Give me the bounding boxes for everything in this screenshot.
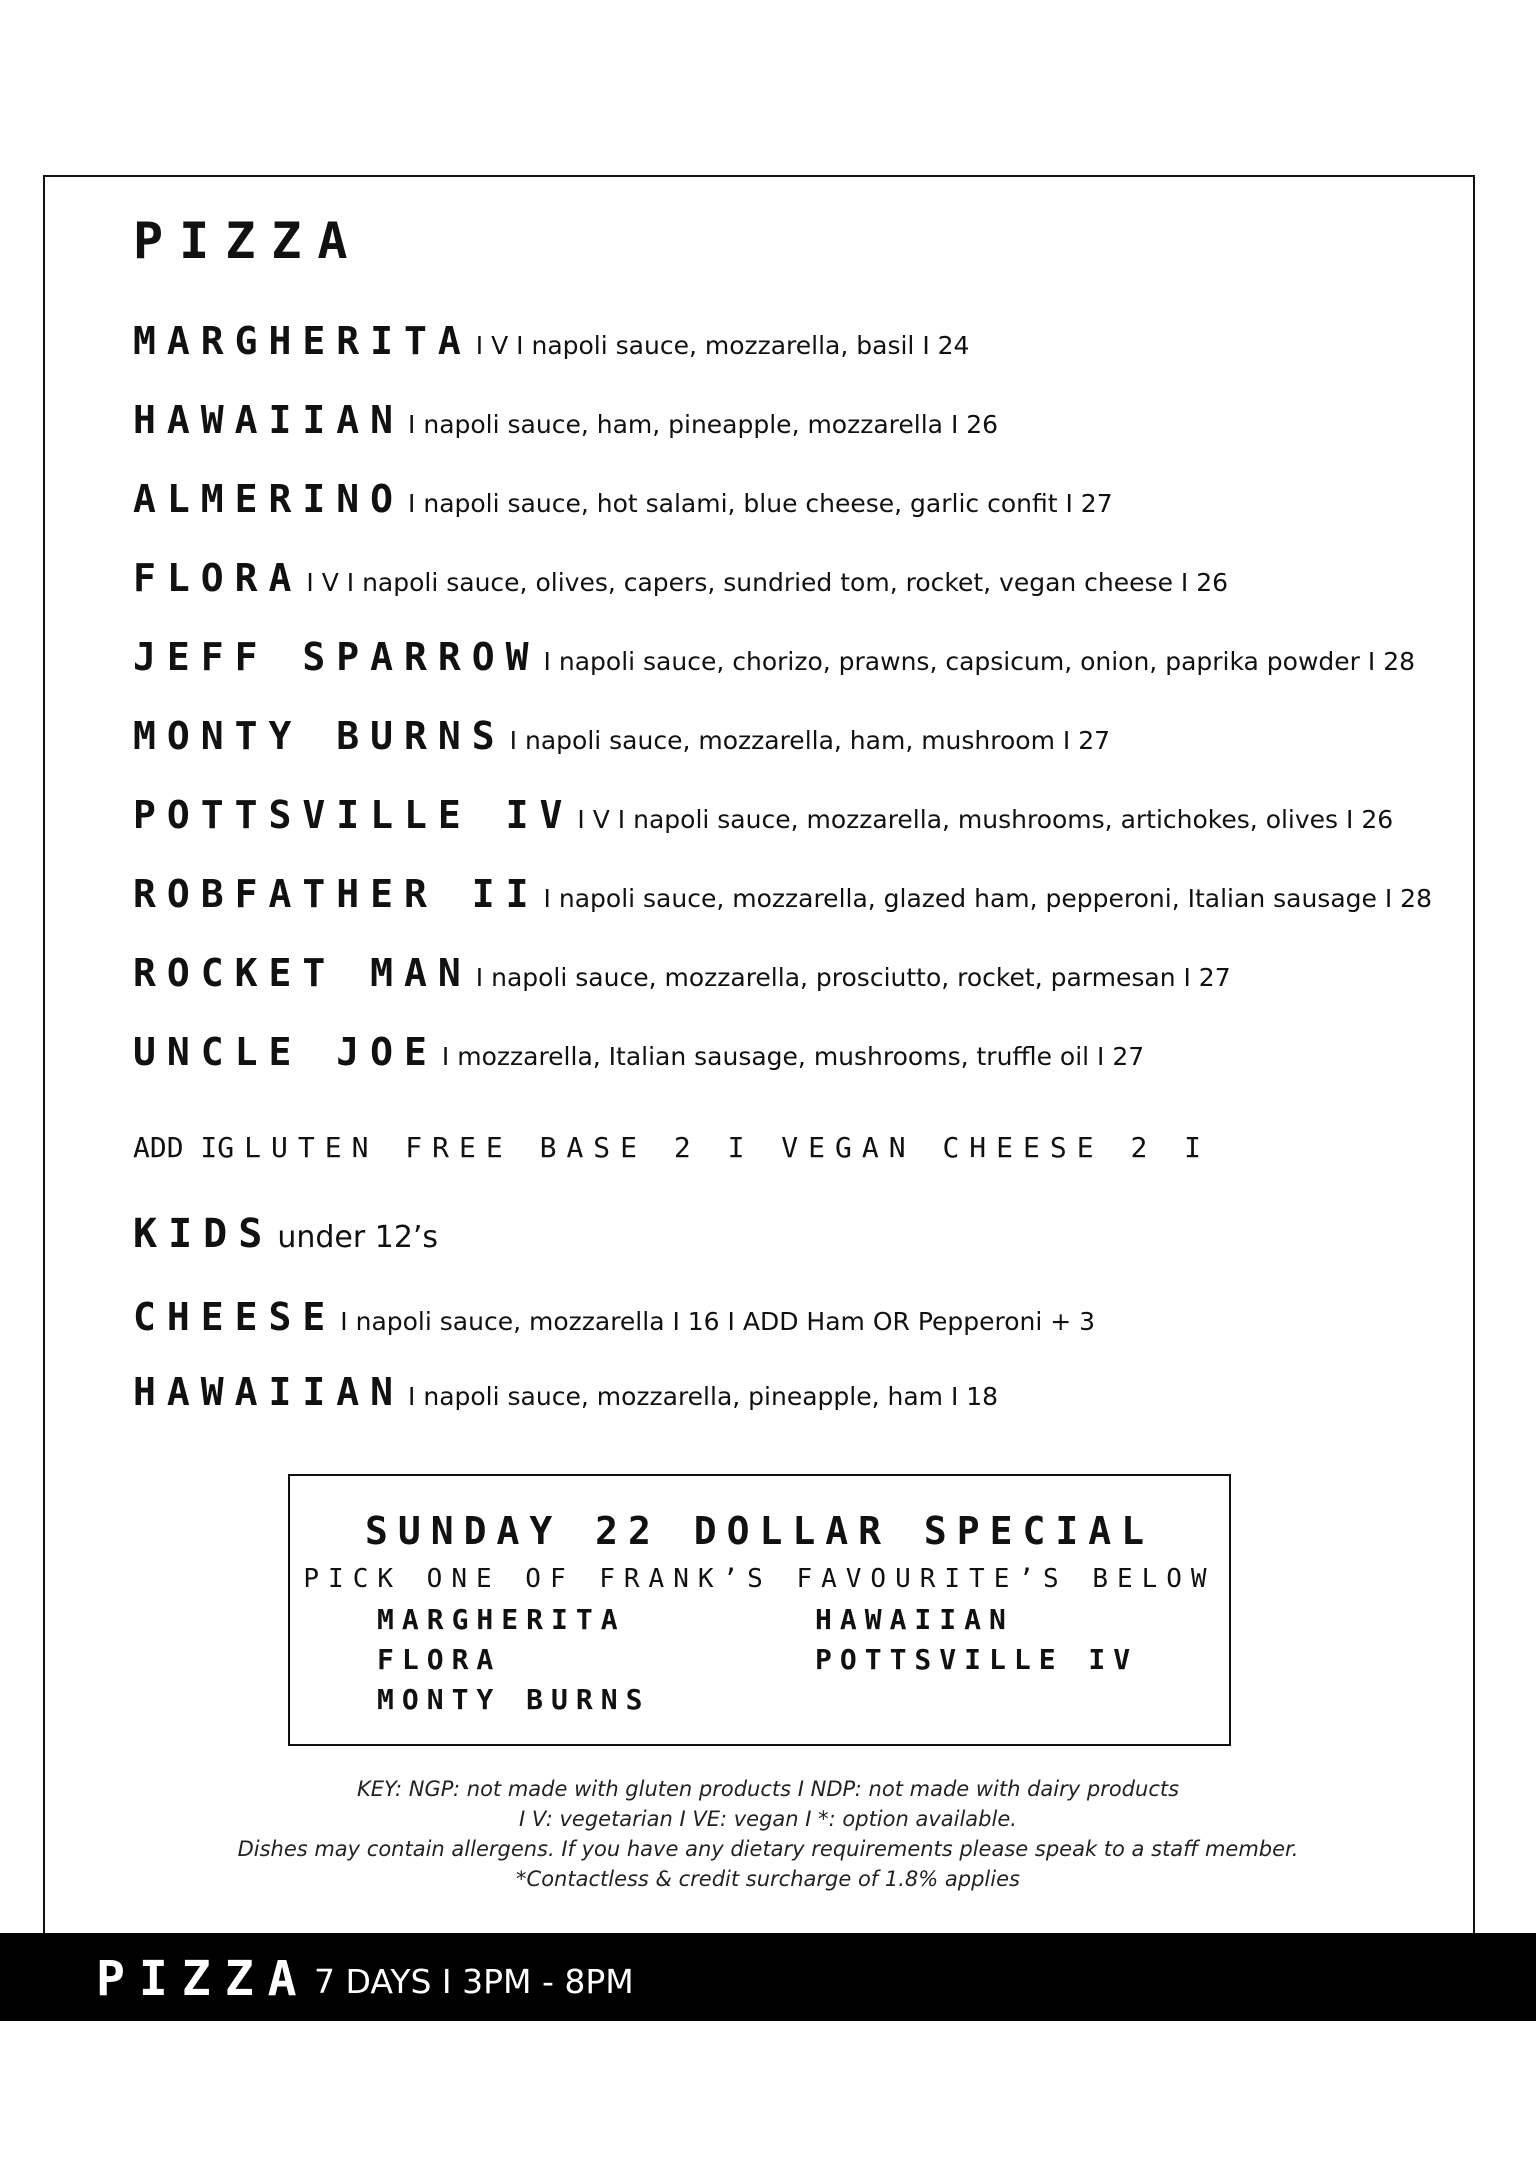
menu-item: [133, 872, 1432, 916]
addons-line: [133, 1131, 1212, 1164]
menu-item: [133, 1370, 999, 1414]
special-title: SUNDAY 22 DOLLAR SPECIAL: [364, 1509, 1155, 1553]
key-line: KEY: NGP: not made with gluten products I NDP: not made with dairy products: [356, 1777, 1180, 1801]
menu-item-desc: I V I napoli sauce, mozzarella, mushrooms, artichokes, olives I 26: [577, 805, 1394, 834]
menu-item-desc: I napoli sauce, ham, pineapple, mozzarella I 26: [408, 410, 999, 439]
menu-item: [133, 1030, 1145, 1074]
kids-title: KIDS: [133, 1211, 274, 1257]
special-item: FLORA: [377, 1643, 502, 1676]
menu-item-name: ROCKET MAN: [133, 951, 472, 995]
key-line: *Contactless & credit surcharge of 1.8% applies: [516, 1867, 1020, 1891]
menu-heading: PIZZA: [133, 212, 364, 270]
menu-item-desc: I napoli sauce, mozzarella, ham, mushroom I 27: [509, 726, 1111, 755]
menu-item-name: FLORA: [133, 556, 303, 600]
menu-item: [133, 556, 1229, 600]
special-item: POTTSVILLE IV: [815, 1643, 1139, 1676]
menu-item-name: ALMERINO: [133, 477, 405, 521]
addons-text: GLUTEN FREE BASE 2 I VEGAN CHEESE 2 I: [217, 1131, 1212, 1164]
menu-item-desc: I V I napoli sauce, olives, capers, sundried tom, rocket, vegan cheese I 26: [306, 568, 1229, 597]
special-item: HAWAIIAN: [815, 1603, 1014, 1636]
footer-title: PIZZA: [96, 1951, 311, 2007]
footer-hours: 7 DAYS I 3PM - 8PM: [314, 1962, 634, 2001]
menu-item: [133, 714, 1111, 758]
menu-item-name: UNCLE JOE: [133, 1030, 438, 1074]
menu-item-desc: I napoli sauce, mozzarella, glazed ham, pepperoni, Italian sausage I 28: [543, 884, 1432, 913]
sunday-special-box: [288, 1474, 1231, 1746]
menu-item-desc: I V I napoli sauce, mozzarella, basil I 24: [475, 331, 970, 360]
menu-item: [133, 635, 1416, 679]
addons-prefix: ADD I: [133, 1131, 218, 1164]
menu-item: [133, 477, 1113, 521]
menu-item-desc: I napoli sauce, mozzarella I 16 I ADD Ham OR Pepperoni + 3: [340, 1307, 1096, 1336]
menu-item: [133, 793, 1394, 837]
menu-item-desc: I napoli sauce, chorizo, prawns, capsicum, onion, paprika powder I 28: [543, 647, 1416, 676]
menu-item: [133, 951, 1231, 995]
menu-item-name: HAWAIIAN: [133, 398, 405, 442]
kids-heading: [133, 1211, 439, 1257]
menu-key: [0, 1774, 1536, 1894]
menu-item: [133, 319, 970, 363]
key-line: I V: vegetarian I VE: vegan I *: option available.: [519, 1807, 1017, 1831]
special-item: MARGHERITA: [377, 1603, 626, 1636]
menu-item-desc: I mozzarella, Italian sausage, mushrooms, truffle oil I 27: [441, 1042, 1145, 1071]
menu-item-name: ROBFATHER II: [133, 872, 540, 916]
menu-item: [133, 1295, 1096, 1339]
kids-subtitle: under 12’s: [277, 1220, 439, 1255]
menu-item-desc: I napoli sauce, hot salami, blue cheese, garlic confit I 27: [408, 489, 1113, 518]
menu-item-desc: I napoli sauce, mozzarella, prosciutto, rocket, parmesan I 27: [475, 963, 1231, 992]
key-line: Dishes may contain allergens. If you have any dietary requirements please speak to a staff member.: [237, 1837, 1299, 1861]
special-subtitle: PICK ONE OF FRANK’S FAVOURITE’S BELOW: [303, 1564, 1216, 1594]
menu-item-desc: I napoli sauce, mozzarella, pineapple, ham I 18: [408, 1382, 999, 1411]
menu-item: [133, 398, 999, 442]
menu-item-name: POTTSVILLE IV: [133, 793, 574, 837]
menu-item-name: CHEESE: [133, 1295, 337, 1339]
menu-item-name: MARGHERITA: [133, 319, 472, 363]
menu-item-name: JEFF SPARROW: [133, 635, 540, 679]
menu-item-name: MONTY BURNS: [133, 714, 506, 758]
special-item: MONTY BURNS: [377, 1683, 651, 1716]
footer-bar: [0, 1933, 1536, 2021]
menu-item-name: HAWAIIAN: [133, 1370, 405, 1414]
